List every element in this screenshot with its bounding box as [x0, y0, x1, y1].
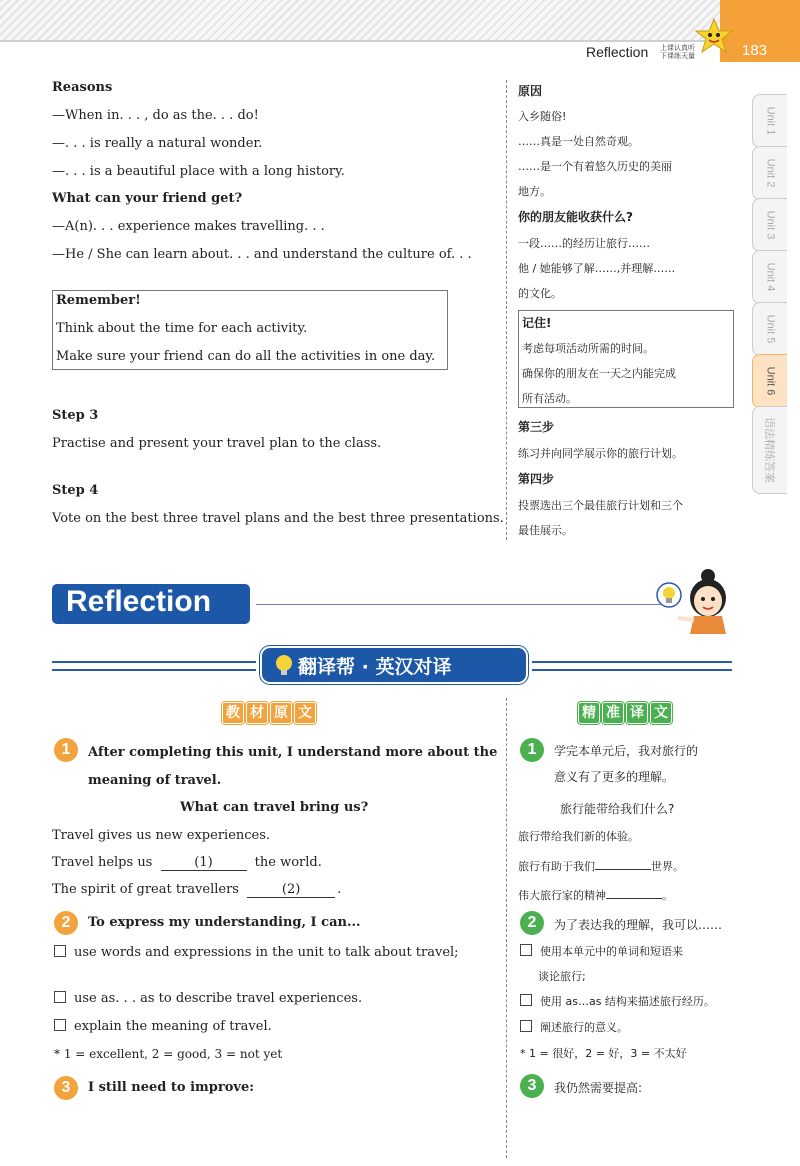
- item-number-badge: 1: [54, 738, 78, 762]
- blank-2[interactable]: (2): [247, 882, 335, 898]
- cn-friend-line: 的文化。: [518, 287, 562, 300]
- checklist-item: use as. . . as to describe travel experiences.: [54, 991, 362, 1006]
- star-mascot-icon: [695, 18, 733, 58]
- cn-reasons-heading: 原因: [518, 84, 543, 98]
- cn-remember-heading: 记住!: [522, 316, 552, 330]
- cn-question-heading: 旅行能带给我们什么?: [560, 802, 675, 816]
- cn-step4-line: 投票选出三个最佳旅行计划和三个: [518, 499, 683, 512]
- item1-line: meaning of travel.: [88, 773, 222, 788]
- reflection-rule: [256, 604, 664, 605]
- checkbox[interactable]: [54, 945, 66, 957]
- cn-remember-line: 考虑每项活动所需的时间。: [522, 342, 654, 355]
- reason-line: —When in. . . , do as the. . . do!: [52, 108, 259, 123]
- cn-item1-line: 学完本单元后，我对旅行的: [554, 744, 699, 758]
- step3-text: Practise and present your travel plan to the class.: [52, 436, 382, 451]
- question-heading: What can travel bring us?: [180, 800, 369, 815]
- cn-item2-heading: 为了表达我的理解，我可以……: [554, 918, 723, 932]
- item3-heading: I still need to improve:: [88, 1080, 255, 1095]
- student-cartoon-icon: [672, 568, 734, 634]
- cn-reason-line: 地方。: [518, 185, 551, 198]
- remember-heading: Remember!: [56, 293, 141, 308]
- travel-line: Travel gives us new experiences.: [52, 828, 271, 843]
- banner-rule-right: [532, 661, 732, 671]
- remember-line: Make sure your friend can do all the activities in one day.: [56, 349, 436, 364]
- checkbox[interactable]: [54, 1019, 66, 1031]
- tab-unit-4[interactable]: Unit 4: [752, 250, 787, 304]
- tab-grammar-answers[interactable]: 语法精练答案: [752, 406, 787, 494]
- cn-remember-line: 确保你的朋友在一天之内能完成: [522, 367, 676, 380]
- cn-reason-line: 入乡随俗!: [518, 110, 567, 123]
- item-number-badge: 3: [520, 1074, 544, 1098]
- item2-heading: To express my understanding, I can...: [88, 915, 361, 930]
- header-slogan: 上课认真听 下课练天量: [660, 44, 695, 60]
- header-section-title: Reflection: [586, 44, 649, 60]
- cn-item3-heading: 我仍然需要提高:: [554, 1081, 643, 1095]
- friend-line: —A(n). . . experience makes travelling. . .: [52, 219, 325, 234]
- friend-line: —He / She can learn about. . . and understand the culture of. . .: [52, 247, 472, 262]
- cn-friend-line: 一段……的经历让旅行……: [518, 237, 650, 250]
- tab-unit-2[interactable]: Unit 2: [752, 146, 787, 200]
- tab-unit-6[interactable]: Unit 6: [752, 354, 787, 408]
- cn-checklist-item: 使用本单元中的单词和短语来: [520, 943, 683, 959]
- cn-item1-line: 意义有了更多的理解。: [554, 770, 675, 784]
- original-text-tag: 教 材 原 文: [222, 702, 318, 724]
- translation-tag: 精 准 译 文: [578, 702, 674, 724]
- cn-travel-line: 旅行带给我们新的体验。: [518, 830, 639, 843]
- checklist-item: explain the meaning of travel.: [54, 1019, 272, 1034]
- step4-text: Vote on the best three travel plans and the best three presentations.: [52, 511, 504, 526]
- checkbox[interactable]: [54, 991, 66, 1003]
- banner-rule-left: [52, 661, 256, 671]
- step4-heading: Step 4: [52, 483, 99, 498]
- tab-unit-3[interactable]: Unit 3: [752, 198, 787, 252]
- cn-remember-line: 所有活动。: [522, 392, 577, 405]
- cn-friend-heading: 你的朋友能收获什么?: [518, 210, 633, 224]
- travel-line-blank-2: The spirit of great travellers (2) .: [52, 882, 342, 897]
- header-stripe: [0, 0, 720, 40]
- cn-step4-line: 最佳展示。: [518, 524, 573, 537]
- reason-line: —. . . is really a natural wonder.: [52, 136, 263, 151]
- reason-line: —. . . is a beautiful place with a long history.: [52, 164, 345, 179]
- cn-step3-text: 练习并向同学展示你的旅行计划。: [518, 447, 683, 460]
- cn-travel-line-blank-2: 伟大旅行家的精神 。: [518, 886, 673, 903]
- cn-checklist-item: 阐述旅行的意义。: [520, 1019, 628, 1035]
- column-divider: [506, 80, 507, 540]
- checklist-item: use words and expressions in the unit to talk about travel;: [54, 945, 459, 960]
- column-divider: [506, 698, 507, 1158]
- cn-friend-line: 他 / 她能够了解……,并理解……: [518, 262, 676, 275]
- blank-1[interactable]: (1): [161, 855, 247, 871]
- friend-heading: What can your friend get?: [52, 191, 243, 206]
- cn-blank-1[interactable]: [595, 857, 651, 870]
- lightbulb-icon: [274, 654, 294, 676]
- cn-rating-scale: * 1 = 很好，2 = 好，3 = 不太好: [520, 1047, 687, 1060]
- cn-step3-heading: 第三步: [518, 420, 555, 434]
- cn-reason-line: ……是一个有着悠久历史的美丽: [518, 160, 672, 173]
- tab-unit-5[interactable]: Unit 5: [752, 302, 787, 356]
- cn-checklist-item-cont: 谈论旅行;: [538, 970, 586, 983]
- translation-banner-text: 翻译帮 · 英汉对译: [298, 656, 452, 678]
- item1-line: After completing this unit, I understand more about the: [88, 745, 498, 760]
- cn-reason-line: ……真是一处自然奇观。: [518, 135, 639, 148]
- reflection-title: Reflection: [66, 585, 212, 618]
- item-number-badge: 1: [520, 738, 544, 762]
- cn-blank-2[interactable]: [606, 886, 662, 899]
- reasons-heading: Reasons: [52, 80, 113, 95]
- tab-unit-1[interactable]: Unit 1: [752, 94, 787, 148]
- rating-scale: * 1 = excellent, 2 = good, 3 = not yet: [54, 1047, 283, 1061]
- remember-line: Think about the time for each activity.: [56, 321, 308, 336]
- cn-checklist-item: 使用 as…as 结构来描述旅行经历。: [520, 993, 715, 1009]
- item-number-badge: 2: [54, 911, 78, 935]
- item-number-badge: 2: [520, 911, 544, 935]
- header-rule: [0, 40, 720, 42]
- checkbox[interactable]: [520, 1020, 532, 1032]
- checkbox[interactable]: [520, 944, 532, 956]
- step3-heading: Step 3: [52, 408, 99, 423]
- cn-travel-line-blank-1: 旅行有助于我们 世界。: [518, 857, 684, 874]
- checkbox[interactable]: [520, 994, 532, 1006]
- travel-line-blank-1: Travel helps us (1) the world.: [52, 855, 322, 870]
- page-number: 183: [742, 42, 768, 59]
- item-number-badge: 3: [54, 1076, 78, 1100]
- cn-step4-heading: 第四步: [518, 472, 555, 486]
